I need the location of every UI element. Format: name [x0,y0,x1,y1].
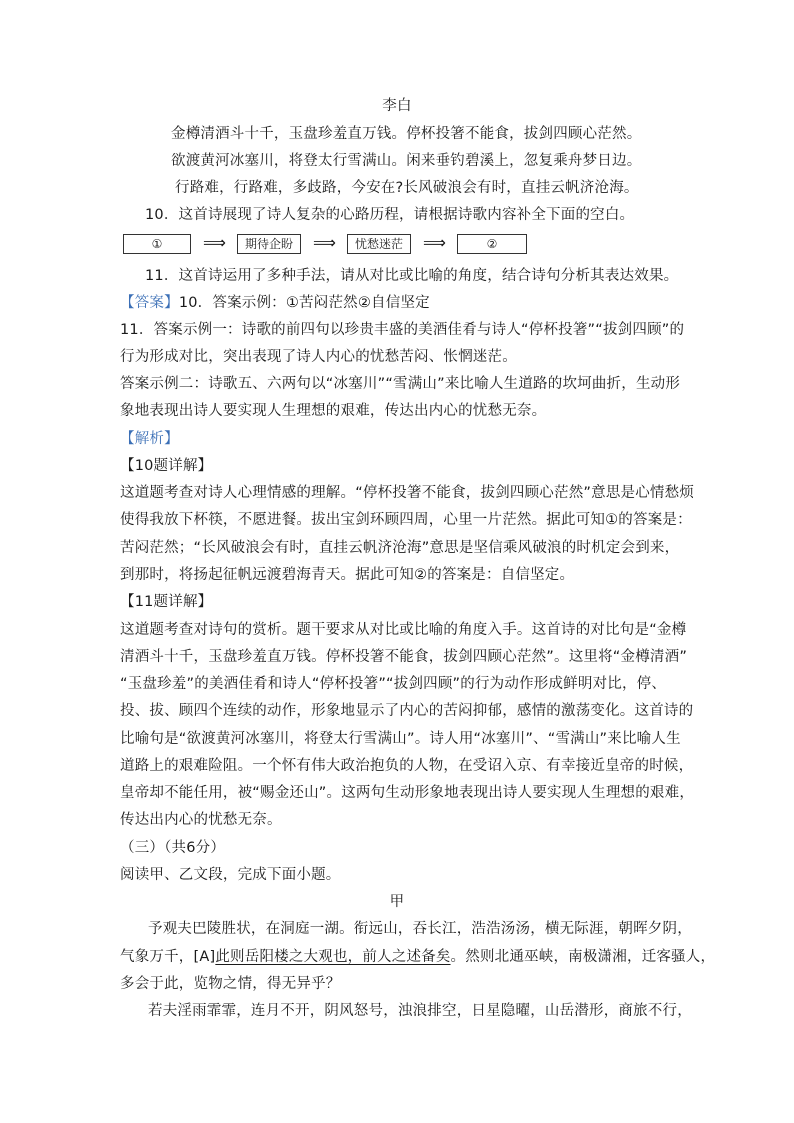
passage-p1-line-2-pre: 气象万千，[A] [120,949,216,965]
answer-block [120,293,430,313]
flow-box-2: 期待企盼 [237,234,301,254]
flow-box-3: 忧愁迷茫 [347,234,411,254]
analysis-q11-line-8: 传达出内心的忧愁无奈。 [120,812,282,828]
flow-diagram [123,234,533,256]
analysis-q11-line-1: 这道题考查对诗句的赏析。题干要求从对比或比喻的角度入手。这首诗的对比句是“金樽 [120,622,687,638]
analysis-q11-line-5: 比喻句是“欲渡黄河冰塞川，将登太行雪满山”。诗人用“冰塞川”、“雪满山”来比喻人生 [120,731,681,747]
section-3-instruction: 阅读甲、乙文段，完成下面小题。 [120,867,341,883]
analysis-q11-line-2: 清酒斗十千，玉盘珍羞直万钱。停杯投箸不能食，拔剑四顾心茫然”。这里将“金樽清酒” [120,649,688,665]
flow-arrow-1: ⟹ [203,233,226,252]
passage-jia-title: 甲 [389,894,405,910]
analysis-q10-line-1: 这道题考查对诗人心理情感的理解。“停杯投箸不能食，拔剑四顾心茫然”意思是心情愁烦 [120,485,695,501]
section-3-heading: （三）（共6分） [120,840,226,856]
analysis-q11-line-7: 皇帝却不能任用，被“赐金还山”。这两句生动形象地表现出诗人要实现人生理想的艰难， [120,785,695,801]
analysis-q10-line-4: 到那时，将扬起征帆远渡碧海青天。据此可知②的答案是：自信坚定。 [120,567,575,583]
poem-line-2: 欲渡黄河冰塞川，将登太行雪满山。闲来垂钓碧溪上，忽复乘舟梦日边。 [171,153,642,169]
answer-11-line-4: 象地表现出诗人要实现人生理想的艰难，传达出内心的忧愁无奈。 [120,403,547,419]
flow-box-4: ② [457,234,527,254]
analysis-q11-line-6: 道路上的艰难险阻。一个怀有伟大政治抱负的人物，在受诏入京、有幸接近皇帝的时候， [120,758,694,774]
answer-10: 10．答案示例：①苦闷茫然②自信坚定 [178,295,430,311]
analysis-q11-line-3: “玉盘珍羞”的美酒佳肴和诗人“停杯投箸”“拔剑四顾”的行为动作形成鲜明对比，停、 [120,676,667,692]
passage-p1-line-2-post: 。然则北通巫峡，南极潇湘，迁客骚人， [450,949,716,965]
question-11: 11．这首诗运用了多种手法，请从对比或比喻的角度，结合诗句分析其表达效果。 [145,268,679,284]
answer-11-line-1: 11．答案示例一：诗歌的前四句以珍贵丰盛的美酒佳肴与诗人“停杯投箸”“拔剑四顾”的 [120,322,685,338]
flow-box-1: ① [123,234,191,254]
passage-underlined-sentence-a: 此则岳阳楼之大观也，前人之述备矣 [215,949,451,965]
analysis-q10-heading: 【10题详解】 [120,458,213,474]
analysis-q11-heading: 【11题详解】 [120,594,213,610]
answer-tag: 【答案】 [120,295,179,311]
analysis-q10-line-3: 苦闷茫然；“长风破浪会有时，直挂云帆济沧海”意思是坚信乘风破浪的时机定会到来， [120,540,680,556]
answer-11-line-3: 答案示例二：诗歌五、六两句以“冰塞川”“雪满山”来比喻人生道路的坎坷曲折，生动形 [120,376,681,392]
analysis-q10-line-2: 使得我放下杯筷，不愿进餐。拔出宝剑环顾四周，心里一片茫然。据此可知①的答案是： [120,512,692,528]
question-10: 10．这首诗展现了诗人复杂的心路历程，请根据诗歌内容补全下面的空白。 [145,207,635,223]
flow-arrow-3: ⟹ [423,233,446,252]
passage-p1-line-3: 多会于此，览物之情，得无异乎？ [120,976,341,992]
poem-line-3: 行路难，行路难，多歧路，今安在?长风破浪会有时，直挂云帆济沧海。 [175,180,639,196]
analysis-q11-line-4: 投、拔、顾四个连续的动作，形象地显示了内心的苦闷抑郁，感情的激荡变化。这首诗的 [120,703,694,719]
analysis-tag: 【解析】 [120,431,179,447]
passage-p2-line-1: 若夫淫雨霏霏，连月不开，阴风怒号，浊浪排空，日星隐曜，山岳潜形，商旅不行， [148,1003,692,1019]
flow-arrow-2: ⟹ [313,233,336,252]
passage-p1-line-1: 予观夫巴陵胜状，在洞庭一湖。衔远山，吞长江，浩浩汤汤，横无际涯，朝晖夕阴， [148,921,692,937]
poem-line-1: 金樽清酒斗十千，玉盘珍羞直万钱。停杯投箸不能食，拔剑四顾心茫然。 [171,126,642,142]
passage-p1-line-2 [120,947,715,967]
poem-author: 李白 [382,98,412,114]
answer-11-line-2: 行为形成对比，突出表现了诗人内心的忧愁苦闷、怅惘迷茫。 [120,349,517,365]
